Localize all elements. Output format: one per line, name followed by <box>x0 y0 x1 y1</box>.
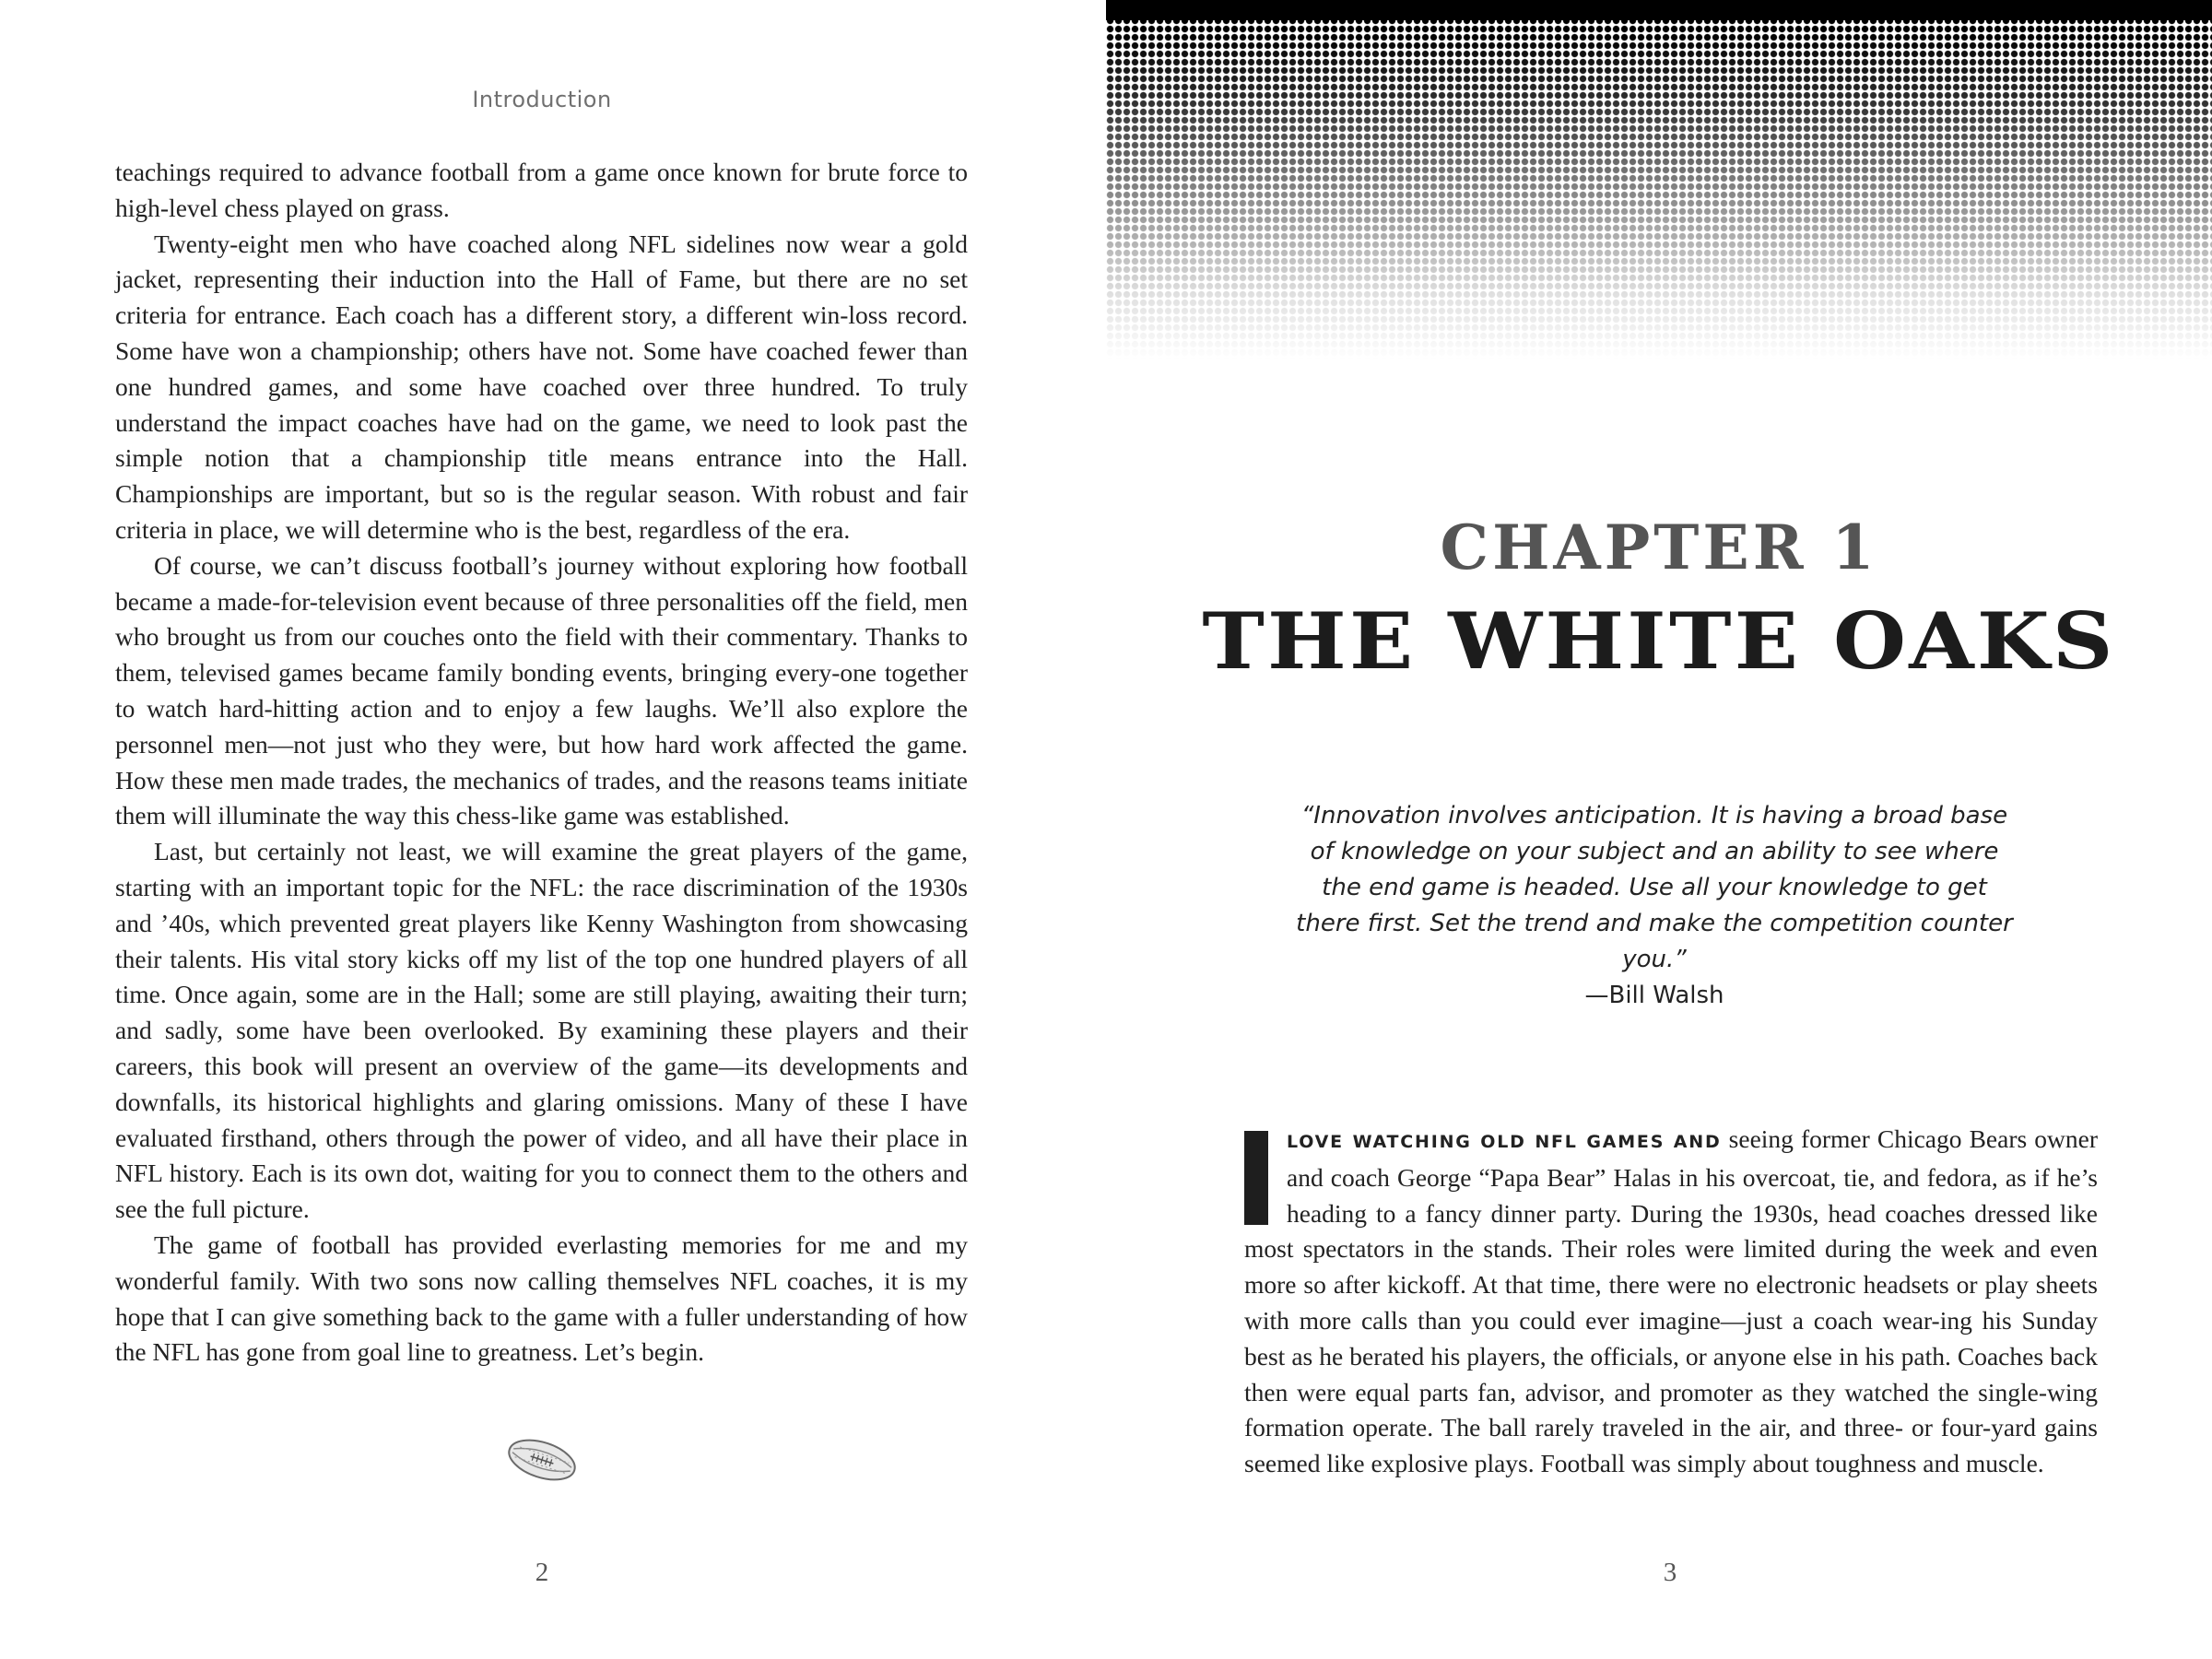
chapter-body-text: seeing former Chicago Bears owner and coach George “Papa Bear” Halas in his overcoat, tie, and fedora, as if he’s heading to a fancy dinner party. During the 1930s, head coaches dressed like most spectators in the stands. Their roles were limited during the week and even more so after kickoff. At that time, there were no electronic headsets or play sheets with more calls than you could ever imagine—just a coach wear-ing his Sunday best as he berated his players, the officials, or anyone else in his path. Coaches back then were equal parts fan, advisor, and promoter as they watched the single-wing formation operate. The ball rarely traveled in the air, and three- or four-yard gains seemed like explosive plays. Football was simply about toughness and muscle. <box>1244 1124 2098 1478</box>
drop-cap <box>1244 1131 1268 1225</box>
chapter-title: THE WHITE OAKS <box>1202 595 2116 687</box>
chapter-body <box>1244 1122 2098 1482</box>
running-head: Introduction <box>472 87 612 112</box>
page-number: 2 <box>535 1558 549 1587</box>
football-icon <box>504 1434 580 1486</box>
introduction-body <box>115 155 968 1371</box>
paragraph: Last, but certainly not least, we will examine the great players of the game, starting with an important topic for the NFL: the race discrimination of the 1930s and ’40s, which prevented great players like Kenny Washington from showcasing their talents. His vital story kicks off my list of the top one hundred players of all time. Once again, some are in the Hall; some are still playing, awaiting their turn; and sadly, some have been overlooked. By examining these players and their careers, this book will present an overview of the game—its developments and downfalls, its historical highlights and glaring omissions. Many of these I have evaluated firsthand, others through the power of video, and all have their place in NFL history. Each is its own dot, waiting for you to connect them to the others and see the full picture. <box>115 837 968 1224</box>
paragraph: teachings required to advance football from a game once known for brute force to high-level chess played on grass. <box>115 158 968 222</box>
page-number: 3 <box>1663 1558 1677 1587</box>
paragraph: Of course, we can’t discuss football’s journey without exploring how football became a made-for-television event because of three personalities off the field, men who brought us from our couches onto the field with their commentary. Thanks to them, televised games became family bonding events, bringing every-one together to watch hard-hitting action and to enjoy a few laughs. We’ll also explore the personnel men—not just who they were, but how hard work affected the game. How these men made trades, the mechanics of trades, and the reasons teams initiate them will illuminate the way this chess-like game was established. <box>115 550 968 830</box>
epigraph <box>1290 798 2018 1014</box>
right-page <box>1106 0 2212 1659</box>
lead-in: LOVE WATCHING OLD NFL GAMES AND <box>1287 1132 1722 1152</box>
halftone-gradient <box>1106 0 2212 359</box>
paragraph: Twenty-eight men who have coached along NFL sidelines now wear a gold jacket, representing their induction into the Hall of Fame, but there are no set criteria for entrance. Each coach has a different story, a different win-loss record. Some have won a championship; others have not. Some have coached fewer than one hundred games, and some have coached over three hundred. To truly understand the impact coaches have had on the game, we need to look past the simple notion that a championship title means entrance into the Hall. Championships are important, but so is the regular season. With robust and fair criteria in place, we will determine who is the best, regardless of the era. <box>115 229 968 544</box>
epigraph-attribution: —Bill Walsh <box>1584 982 1724 1009</box>
epigraph-quote: “Innovation involves anticipation. It is having a broad base of knowledge on your subject and an ability to see where the end game is headed. Use all your knowledge to get there first. Set the trend and make the competition counter you.” <box>1296 802 2013 973</box>
paragraph: The game of football has provided everlasting memories for me and my wonderful family. With two sons now calling themselves NFL coaches, it is my hope that I can give something back to the game with a fuller understanding of how the NFL has gone from goal line to greatness. Let’s begin. <box>115 1230 968 1367</box>
chapter-number: CHAPTER 1 <box>1440 512 1878 583</box>
